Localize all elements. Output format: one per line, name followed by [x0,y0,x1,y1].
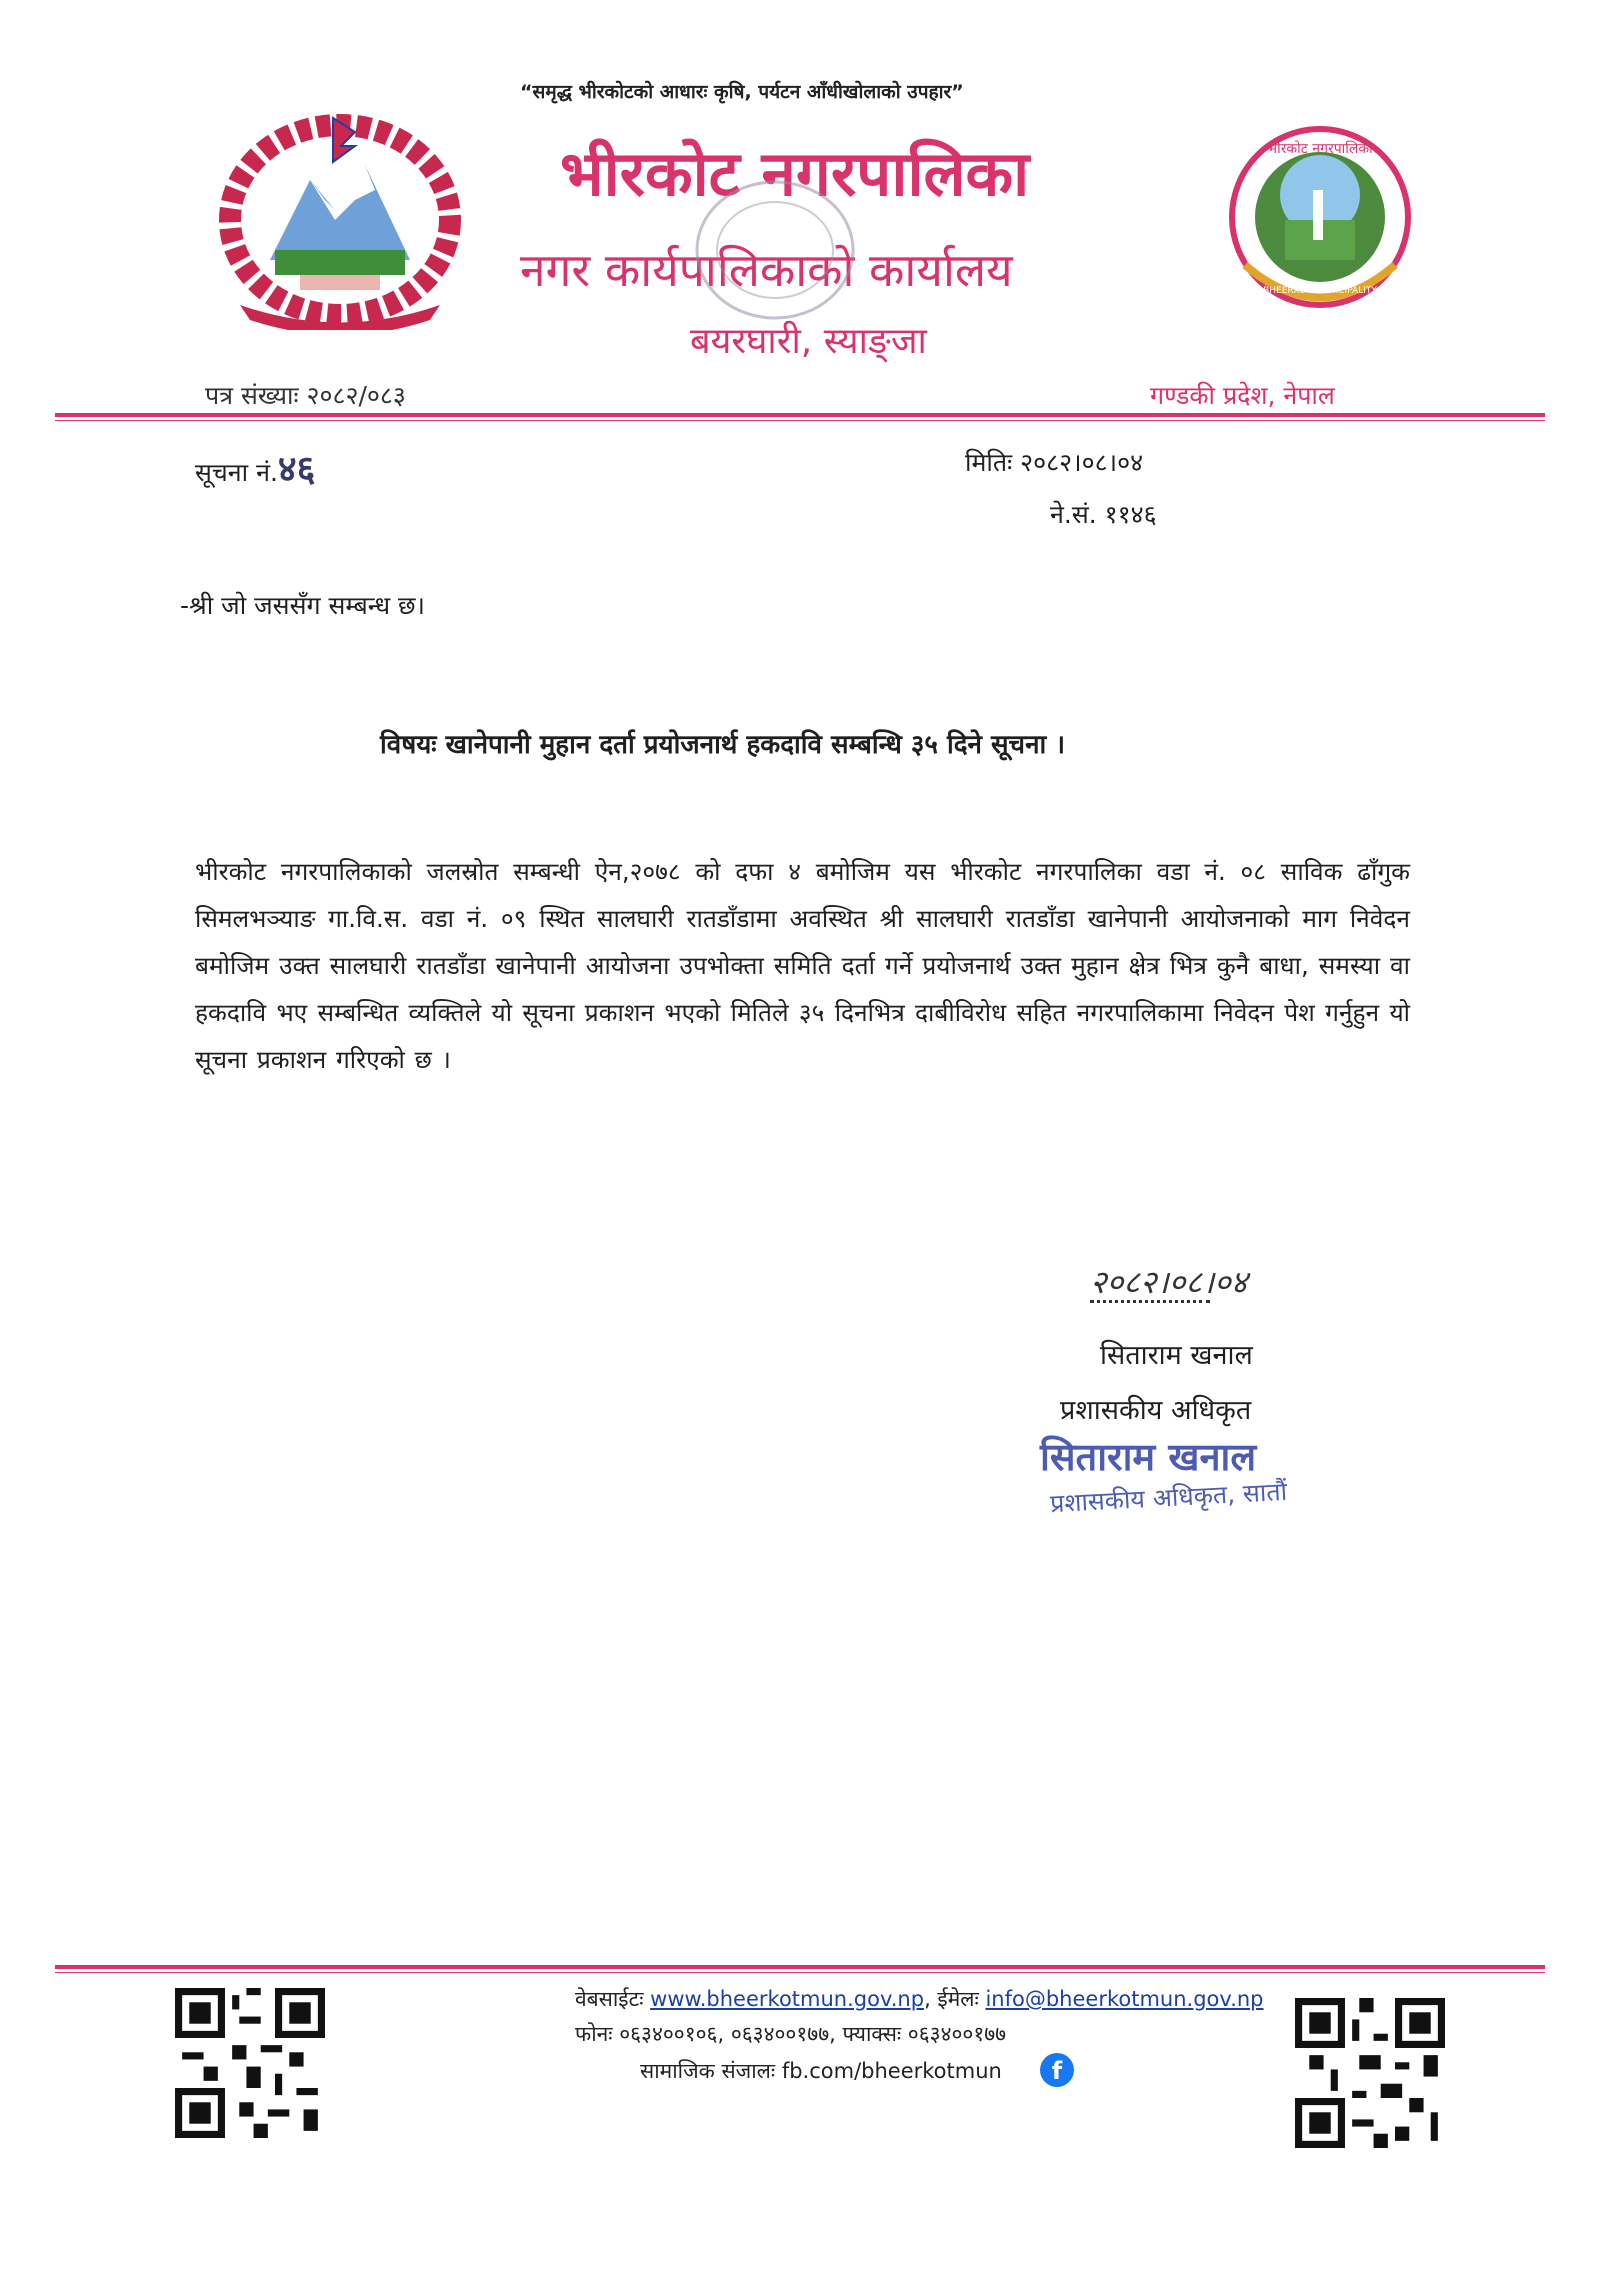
footer-contacts [575,1985,1264,2013]
notice-label: सूचना नं. [195,458,278,487]
footer-divider-thin [55,1972,1545,1973]
municipality-seal-icon [1225,125,1415,310]
salutation: -श्री जो जससँग सम्बन्ध छ। [180,591,426,620]
office-subtitle: नगर कार्यपालिकाको कार्यालय [520,243,1013,297]
seal-top-text: भीरकोट नगरपालिका [1267,141,1373,157]
notice-body: भीरकोट नगरपालिकाको जलस्रोत सम्बन्धी ऐन,२०७८ को दफा ४ बमोजिम यस भीरकोट नगरपालिका वडा नं. ०८ साविक ढाँगुक सिमलभञ्याङ गा.वि.स. वडा नं. ०९ स्थित सालघारी रातडाँडामा अवस्थित श्री सालघारी रातडाँडा खानेपानी आयोजनाको माग निवेदन बमोजिम उक्त सालघारी रातडाँडा खानेपानी आयोजना उपभोक्ता समिति दर्ता गर्ने प्रयोजनार्थ उक्त मुहान क्षेत्र भित्र कुनै बाधा, समस्या वा हकदावि भए सम्बन्धित व्यक्तिले यो सूचना प्रकाशन भएको मितिले ३५ दिनभित्र दाबीविरोध सहित नगरपालिकामा निवेदन पेश गर्नुहुन यो सूचना प्रकाशन गरिएको छ । [195,857,1410,1074]
stamp-title: प्रशासकीय अधिकृत, सातौं [1049,1476,1288,1519]
website-label: वेबसाईटः [575,1987,644,2011]
signatory-name: सिताराम खनाल [1100,1340,1253,1371]
footer-phone: फोनः ०६३४००१०६, ०६३४००१७७, फ्याक्सः ०६३४००१७७ [575,2022,1007,2046]
header-divider [55,413,1545,417]
office-location: बयरघारी, स्याङ्जा [690,321,927,362]
notice-date: मितिः २०८२।०८।०४ [965,448,1144,477]
nepal-era-year: ने.सं. ११४६ [1050,500,1157,529]
website-link[interactable]: www.bheerkotmun.gov.np [650,1987,925,2011]
notice-number [195,443,315,492]
footer-divider [55,1965,1545,1969]
seal-bottom-text: BHEERKOT MUNICIPALITY [1263,286,1377,296]
email-link[interactable]: info@bheerkotmun.gov.np [985,1987,1264,2011]
footer-social[interactable]: सामाजिक संजालः fb.com/bheerkotmun [640,2059,1002,2083]
email-label: , ईमेलः [924,1987,979,2011]
letter-number: पत्र संख्याः २०८२/०८३ [205,381,406,410]
signature-line [1090,1300,1210,1303]
signature-date: २०८२।०८।०४ [1090,1263,1248,1301]
slogan: “समृद्ध भीरकोटको आधारः कृषि, पर्यटन आँधीखोलाको उपहार” [520,81,964,103]
office-stamp-icon [690,175,860,325]
qr-code-right-icon [1295,1998,1445,2148]
facebook-icon[interactable]: f [1040,2053,1074,2087]
header-divider-thin [55,420,1545,421]
province: गण्डकी प्रदेश, नेपाल [1150,381,1335,410]
qr-code-left-icon [175,1988,325,2138]
stamp-name: सिताराम खनाल [1040,1434,1257,1479]
notice-number-value: ४६ [277,448,316,490]
signatory-title: प्रशासकीय अधिकृत [1060,1395,1252,1426]
subject-line: विषयः खानेपानी मुहान दर्ता प्रयोजनार्थ हकदावि सम्बन्धि ३५ दिने सूचना । [380,730,1066,760]
nepal-emblem-icon [215,110,465,330]
office-name: भीरकोट नगरपालिका [560,137,1030,210]
